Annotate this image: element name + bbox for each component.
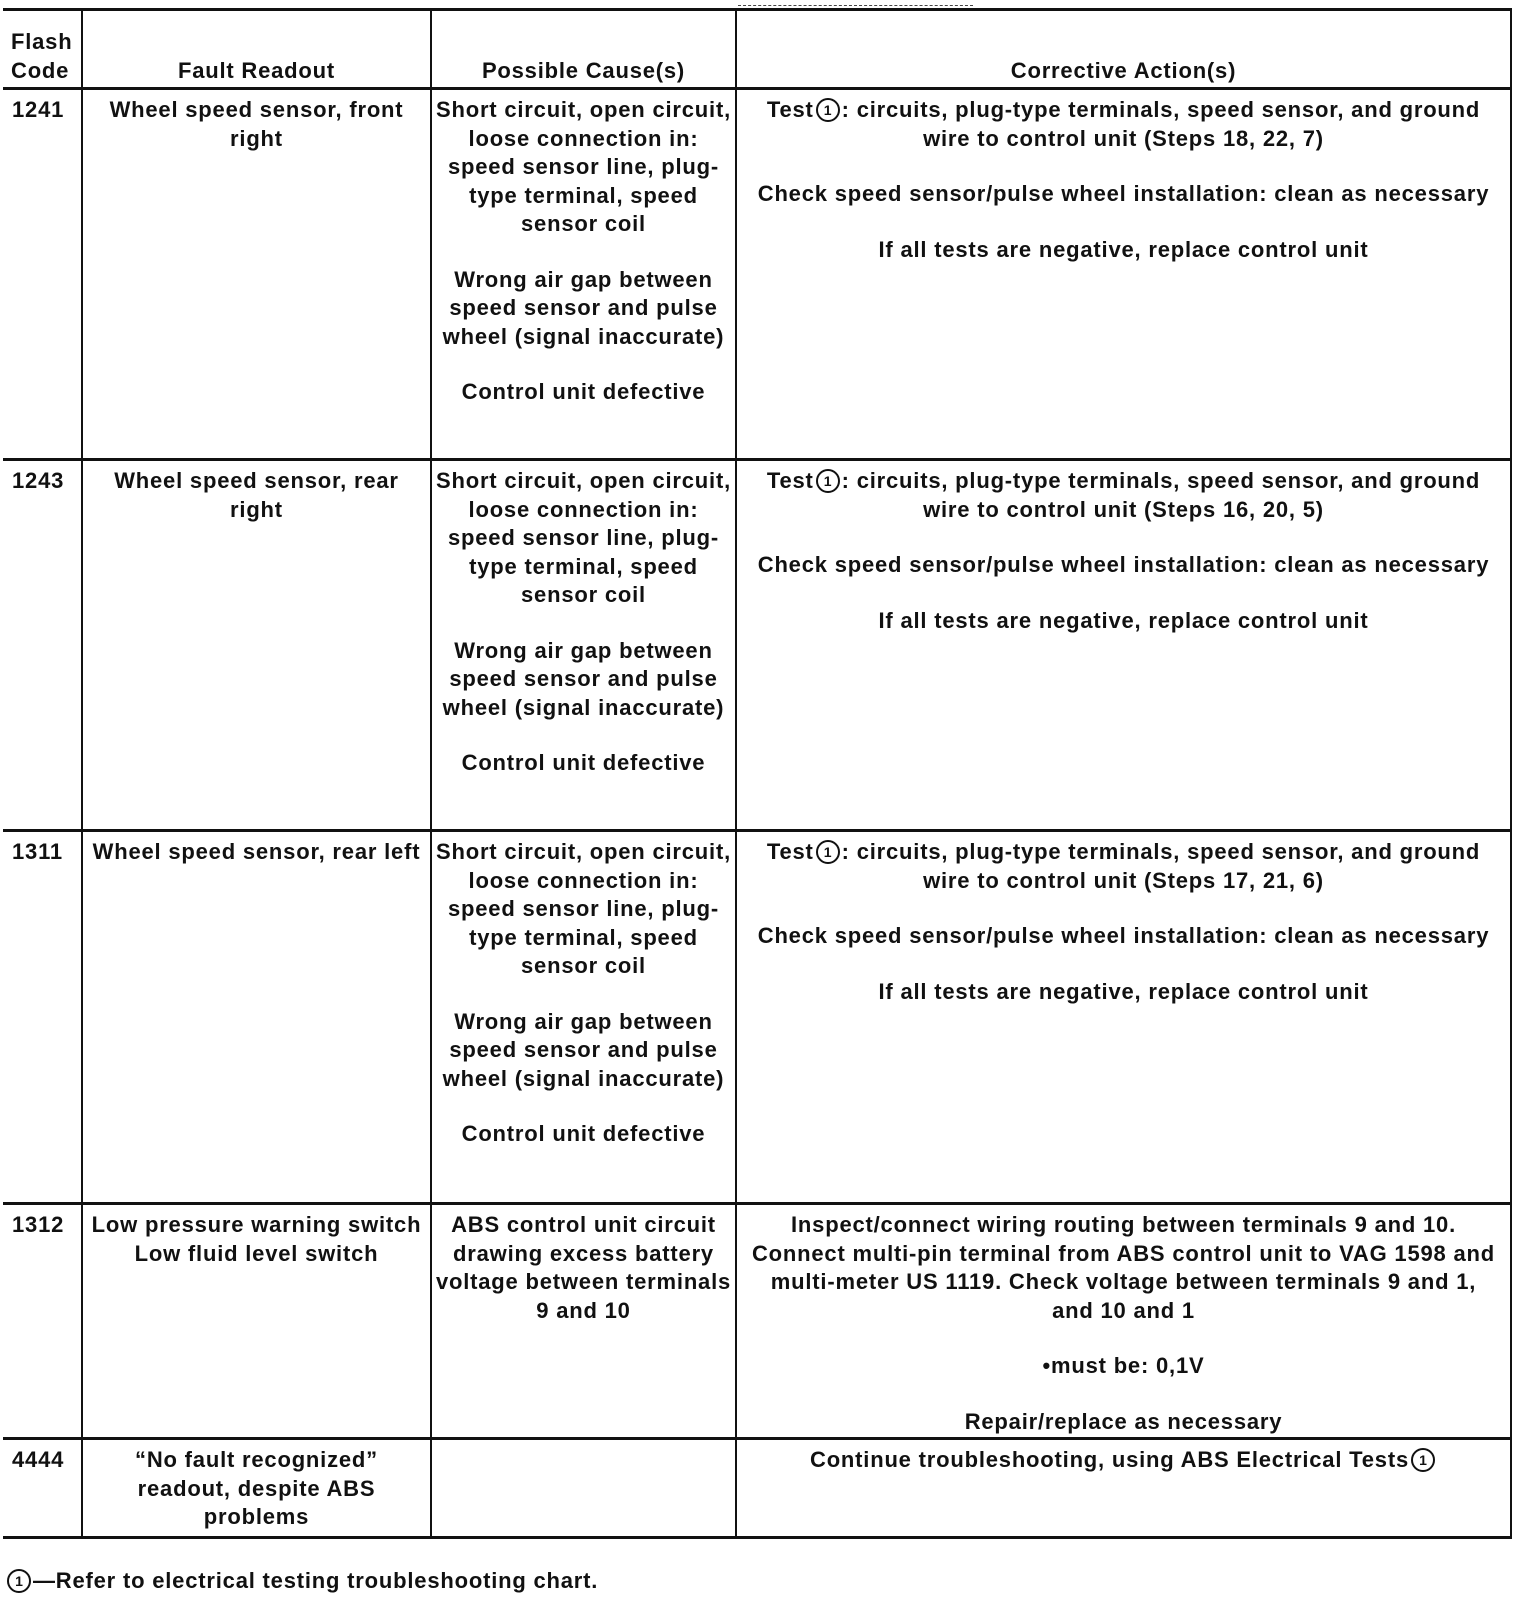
corrective-actions-cell — [736, 831, 1511, 1204]
header-fault-readout: Fault Readout — [82, 10, 431, 89]
corrective-actions-cell — [736, 1204, 1511, 1439]
corrective-actions-cell — [736, 89, 1511, 460]
flash-code-cell: 1311 — [3, 831, 82, 1204]
cause-text: Short circuit, open circuit, loose connection in: speed sensor line, plug-type terminal, speed sensor coil — [436, 97, 731, 236]
table-row — [3, 89, 1511, 460]
action-test — [751, 467, 1496, 524]
table-row — [3, 1439, 1511, 1538]
action-test-prefix: Test — [766, 839, 814, 864]
cause-text: Control unit defective — [461, 1121, 706, 1146]
fault-readout-cell: Wheel speed sensor, rear right — [82, 460, 431, 831]
possible-causes-cell — [431, 831, 736, 1204]
corrective-actions-cell — [736, 1439, 1511, 1538]
action-test-text: : circuits, plug-type terminals, speed sensor, and ground wire to control unit (Steps 17, 21, 6) — [841, 839, 1481, 893]
circled-one-icon: 1 — [1411, 1448, 1435, 1472]
scan-artifact-line — [738, 5, 973, 7]
action-test — [751, 96, 1496, 153]
header-flash-code — [3, 10, 82, 89]
fault-code-sheet — [3, 8, 1511, 1539]
fault-readout-cell: Low pressure warning switch Low fluid level switch — [82, 1204, 431, 1439]
fault-code-table — [3, 8, 1512, 1539]
cause-text: Wrong air gap between speed sensor and pulse wheel (signal inaccurate) — [442, 266, 725, 349]
cause-text: Wrong air gap between speed sensor and pulse wheel (signal inaccurate) — [442, 1008, 725, 1091]
action-check: Check speed sensor/pulse wheel installation: clean as necessary — [757, 181, 1490, 206]
circled-one-icon: 1 — [816, 98, 840, 122]
fault-readout-cell: Wheel speed sensor, rear left — [82, 831, 431, 1204]
table-row — [3, 460, 1511, 831]
cause-text: Control unit defective — [461, 750, 706, 775]
action-check: Check speed sensor/pulse wheel installation: clean as necessary — [757, 552, 1490, 577]
footnote-text: —Refer to electrical testing troubleshooting chart. — [33, 1568, 599, 1593]
action-must-be: •must be: 0,1V — [1042, 1353, 1205, 1378]
header-corrective-actions: Corrective Action(s) — [736, 10, 1511, 89]
action-repair: Repair/replace as necessary — [964, 1408, 1283, 1434]
flash-code-cell: 1241 — [3, 89, 82, 460]
action-test-text: : circuits, plug-type terminals, speed sensor, and ground wire to control unit (Steps 18, 22, 7) — [841, 97, 1481, 151]
action-test-text: : circuits, plug-type terminals, speed sensor, and ground wire to control unit (Steps 16, 20, 5) — [841, 468, 1481, 522]
circled-one-icon: 1 — [816, 469, 840, 493]
possible-causes-cell — [431, 89, 736, 460]
flash-code-cell: 1312 — [3, 1204, 82, 1439]
header-flash-code-line1: Flash — [11, 29, 73, 54]
table-row — [3, 1204, 1511, 1439]
fault-readout-cell: Wheel speed sensor, front right — [82, 89, 431, 460]
header-flash-code-line2: Code — [11, 57, 70, 83]
action-inspect: Inspect/connect wiring routing between terminals 9 and 10. Connect multi-pin terminal from ABS control unit to VAG 1598 and multi-meter US 1119. Check voltage between terminals 9 and 1, and 10 and 1 — [751, 1212, 1496, 1323]
header-possible-causes: Possible Cause(s) — [431, 10, 736, 89]
action-continue — [751, 1446, 1496, 1475]
cause-text: ABS control unit circuit drawing excess battery voltage between terminals 9 and 10 — [435, 1212, 732, 1323]
cause-text: Wrong air gap between speed sensor and pulse wheel (signal inaccurate) — [442, 637, 725, 720]
cause-text: Short circuit, open circuit, loose connection in: speed sensor line, plug-type terminal, speed sensor coil — [436, 468, 731, 607]
action-test-prefix: Test — [766, 97, 814, 122]
table-header-row — [3, 10, 1511, 89]
action-test-prefix: Test — [766, 468, 814, 493]
flash-code-cell: 1243 — [3, 460, 82, 831]
action-check: Check speed sensor/pulse wheel installation: clean as necessary — [757, 923, 1490, 948]
cause-text: Control unit defective — [461, 379, 706, 404]
possible-causes-cell — [431, 460, 736, 831]
fault-readout-cell: “No fault recognized” readout, despite ABS problems — [82, 1439, 431, 1538]
cause-text: Short circuit, open circuit, loose connection in: speed sensor line, plug-type terminal, speed sensor coil — [436, 839, 731, 978]
flash-code-cell: 4444 — [3, 1439, 82, 1538]
corrective-actions-cell — [736, 460, 1511, 831]
circled-one-icon: 1 — [7, 1569, 31, 1593]
possible-causes-cell — [431, 1204, 736, 1439]
action-continue-text: Continue troubleshooting, using ABS Electrical Tests — [810, 1447, 1409, 1472]
table-row — [3, 831, 1511, 1204]
action-test — [751, 838, 1496, 895]
possible-causes-cell — [431, 1439, 736, 1538]
action-replace: If all tests are negative, replace control unit — [878, 236, 1369, 262]
action-replace: If all tests are negative, replace control unit — [878, 978, 1369, 1004]
circled-one-icon: 1 — [816, 840, 840, 864]
action-replace: If all tests are negative, replace control unit — [878, 607, 1369, 633]
footnote — [5, 1567, 598, 1595]
